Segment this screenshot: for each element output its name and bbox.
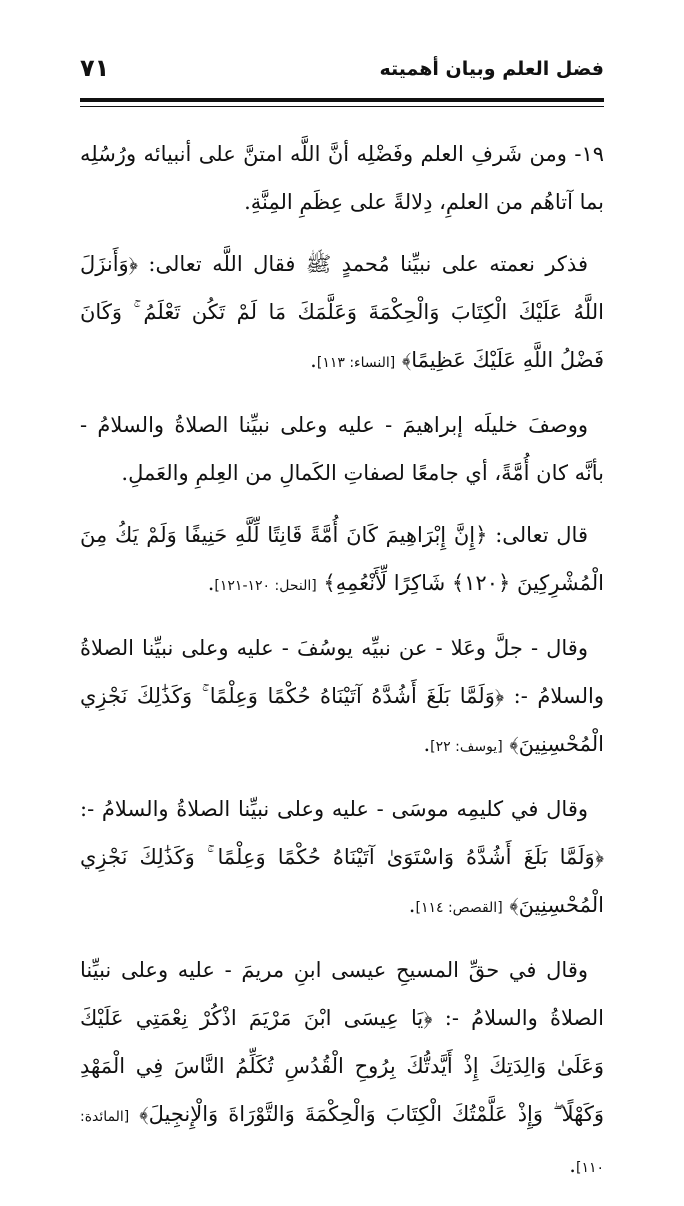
sentence-end: . (310, 348, 317, 372)
page-number: ٧١ (80, 54, 110, 82)
paragraph-text: وقال في كليمِه موسَى - عليه وعلى نبيِّنا الصلاةُ والسلامُ -: (80, 797, 588, 821)
header-rule-thin (80, 106, 604, 107)
running-title: فضل العلم وبيان أهميته (379, 58, 604, 80)
sentence-end: . (207, 571, 215, 595)
quran-verse: ﴿وَلَمَّا بَلَغَ أَشُدَّهُ آتَيْنَاهُ حُكْمًا وَعِلْمًا ۚ وَكَذَٰلِكَ نَجْزِي الْمُحْسِنِينَ﴾ (80, 684, 604, 756)
page-body (80, 130, 604, 1206)
paragraph-text: وقال في حقِّ المسيحِ عيسى ابنِ مريمَ - عليه وعلى نبيِّنا الصلاةُ والسلامُ -: (80, 958, 604, 1030)
paragraph (80, 130, 604, 226)
sentence-end: . (408, 893, 416, 917)
paragraph (80, 785, 604, 932)
paragraph (80, 401, 604, 497)
verse-citation: [النساء: ١١٣] (316, 355, 396, 371)
paragraph-text: فذكر نعمته على نبيِّنا مُحمدٍ ﷺ فقال اللَّه تعالى: (148, 252, 588, 276)
verse-citation: [يوسف: ٢٢] (430, 739, 503, 755)
paragraph-text: ١٩- ومن شَرفِ العلم وفَضْلِه أنَّ اللَّه امتنَّ على أنبيائه ورُسُلِه بما آتاهُم من العلمِ، دِلالةً على عِظَمِ المِنَّةِ. (80, 142, 604, 214)
paragraph (80, 946, 604, 1192)
verse-citation: [النحل: ١٢٠-١٢١] (214, 578, 317, 594)
verse-citation: [المائدة: ١١٠] (80, 1109, 604, 1176)
paragraph-text: ووصفَ خليلَه إبراهيمَ - عليه وعلى نبيِّنا الصلاةُ والسلامُ - بأنَّه كان أُمَّةً، أي جامعًا لصفاتِ الكَمالِ من العِلمِ والعَملِ. (80, 413, 604, 485)
page-header (80, 52, 604, 92)
quran-verse: ﴿وَلَمَّا بَلَغَ أَشُدَّهُ وَاسْتَوَىٰ آتَيْنَاهُ حُكْمًا وَعِلْمًا ۚ وَكَذَٰلِكَ نَجْزِي الْمُحْسِنِينَ﴾ (80, 845, 604, 917)
paragraph (80, 511, 604, 610)
header-rule-thick (80, 98, 604, 102)
quran-verse: ﴿وَأَنزَلَ اللَّهُ عَلَيْكَ الْكِتَابَ وَالْحِكْمَةَ وَعَلَّمَكَ مَا لَمْ تَكُن تَعْلَمُ ۚ وَكَانَ فَضْلُ اللَّهِ عَلَيْكَ عَظِيمًا﴾ (80, 252, 604, 372)
quran-verse: ﴿يَا عِيسَى ابْنَ مَرْيَمَ اذْكُرْ نِعْمَتِي عَلَيْكَ وَعَلَىٰ وَالِدَتِكَ إِذْ أَيَّدتُّكَ بِرُوحِ الْقُدُسِ تُكَلِّمُ النَّاسَ فِي الْمَهْدِ وَكَهْلًا ۖ وَإِذْ عَلَّمْتُكَ الْكِتَابَ وَالْحِكْمَةَ وَالتَّوْرَاةَ وَالْإِنجِيلَ﴾ (80, 1006, 604, 1126)
paragraph-text: قال تعالى: (495, 523, 588, 547)
quran-verse: ﴿إِنَّ إِبْرَاهِيمَ كَانَ أُمَّةً قَانِتًا لِّلَّهِ حَنِيفًا وَلَمْ يَكُ مِنَ الْمُشْرِكِينَ ﴿١٢٠﴾ شَاكِرًا لِّأَنْعُمِهِ﴾ (80, 523, 604, 595)
paragraph (80, 624, 604, 771)
paragraph-text: وقال - جلَّ وعَلا - عن نبيِّه يوسُفَ - عليه وعلى نبيِّنا الصلاةُ والسلامُ -: (80, 636, 604, 708)
sentence-end: . (423, 732, 431, 756)
sentence-end: . (569, 1153, 576, 1177)
paragraph (80, 240, 604, 387)
verse-citation: [القصص: ١١٤] (415, 900, 503, 916)
